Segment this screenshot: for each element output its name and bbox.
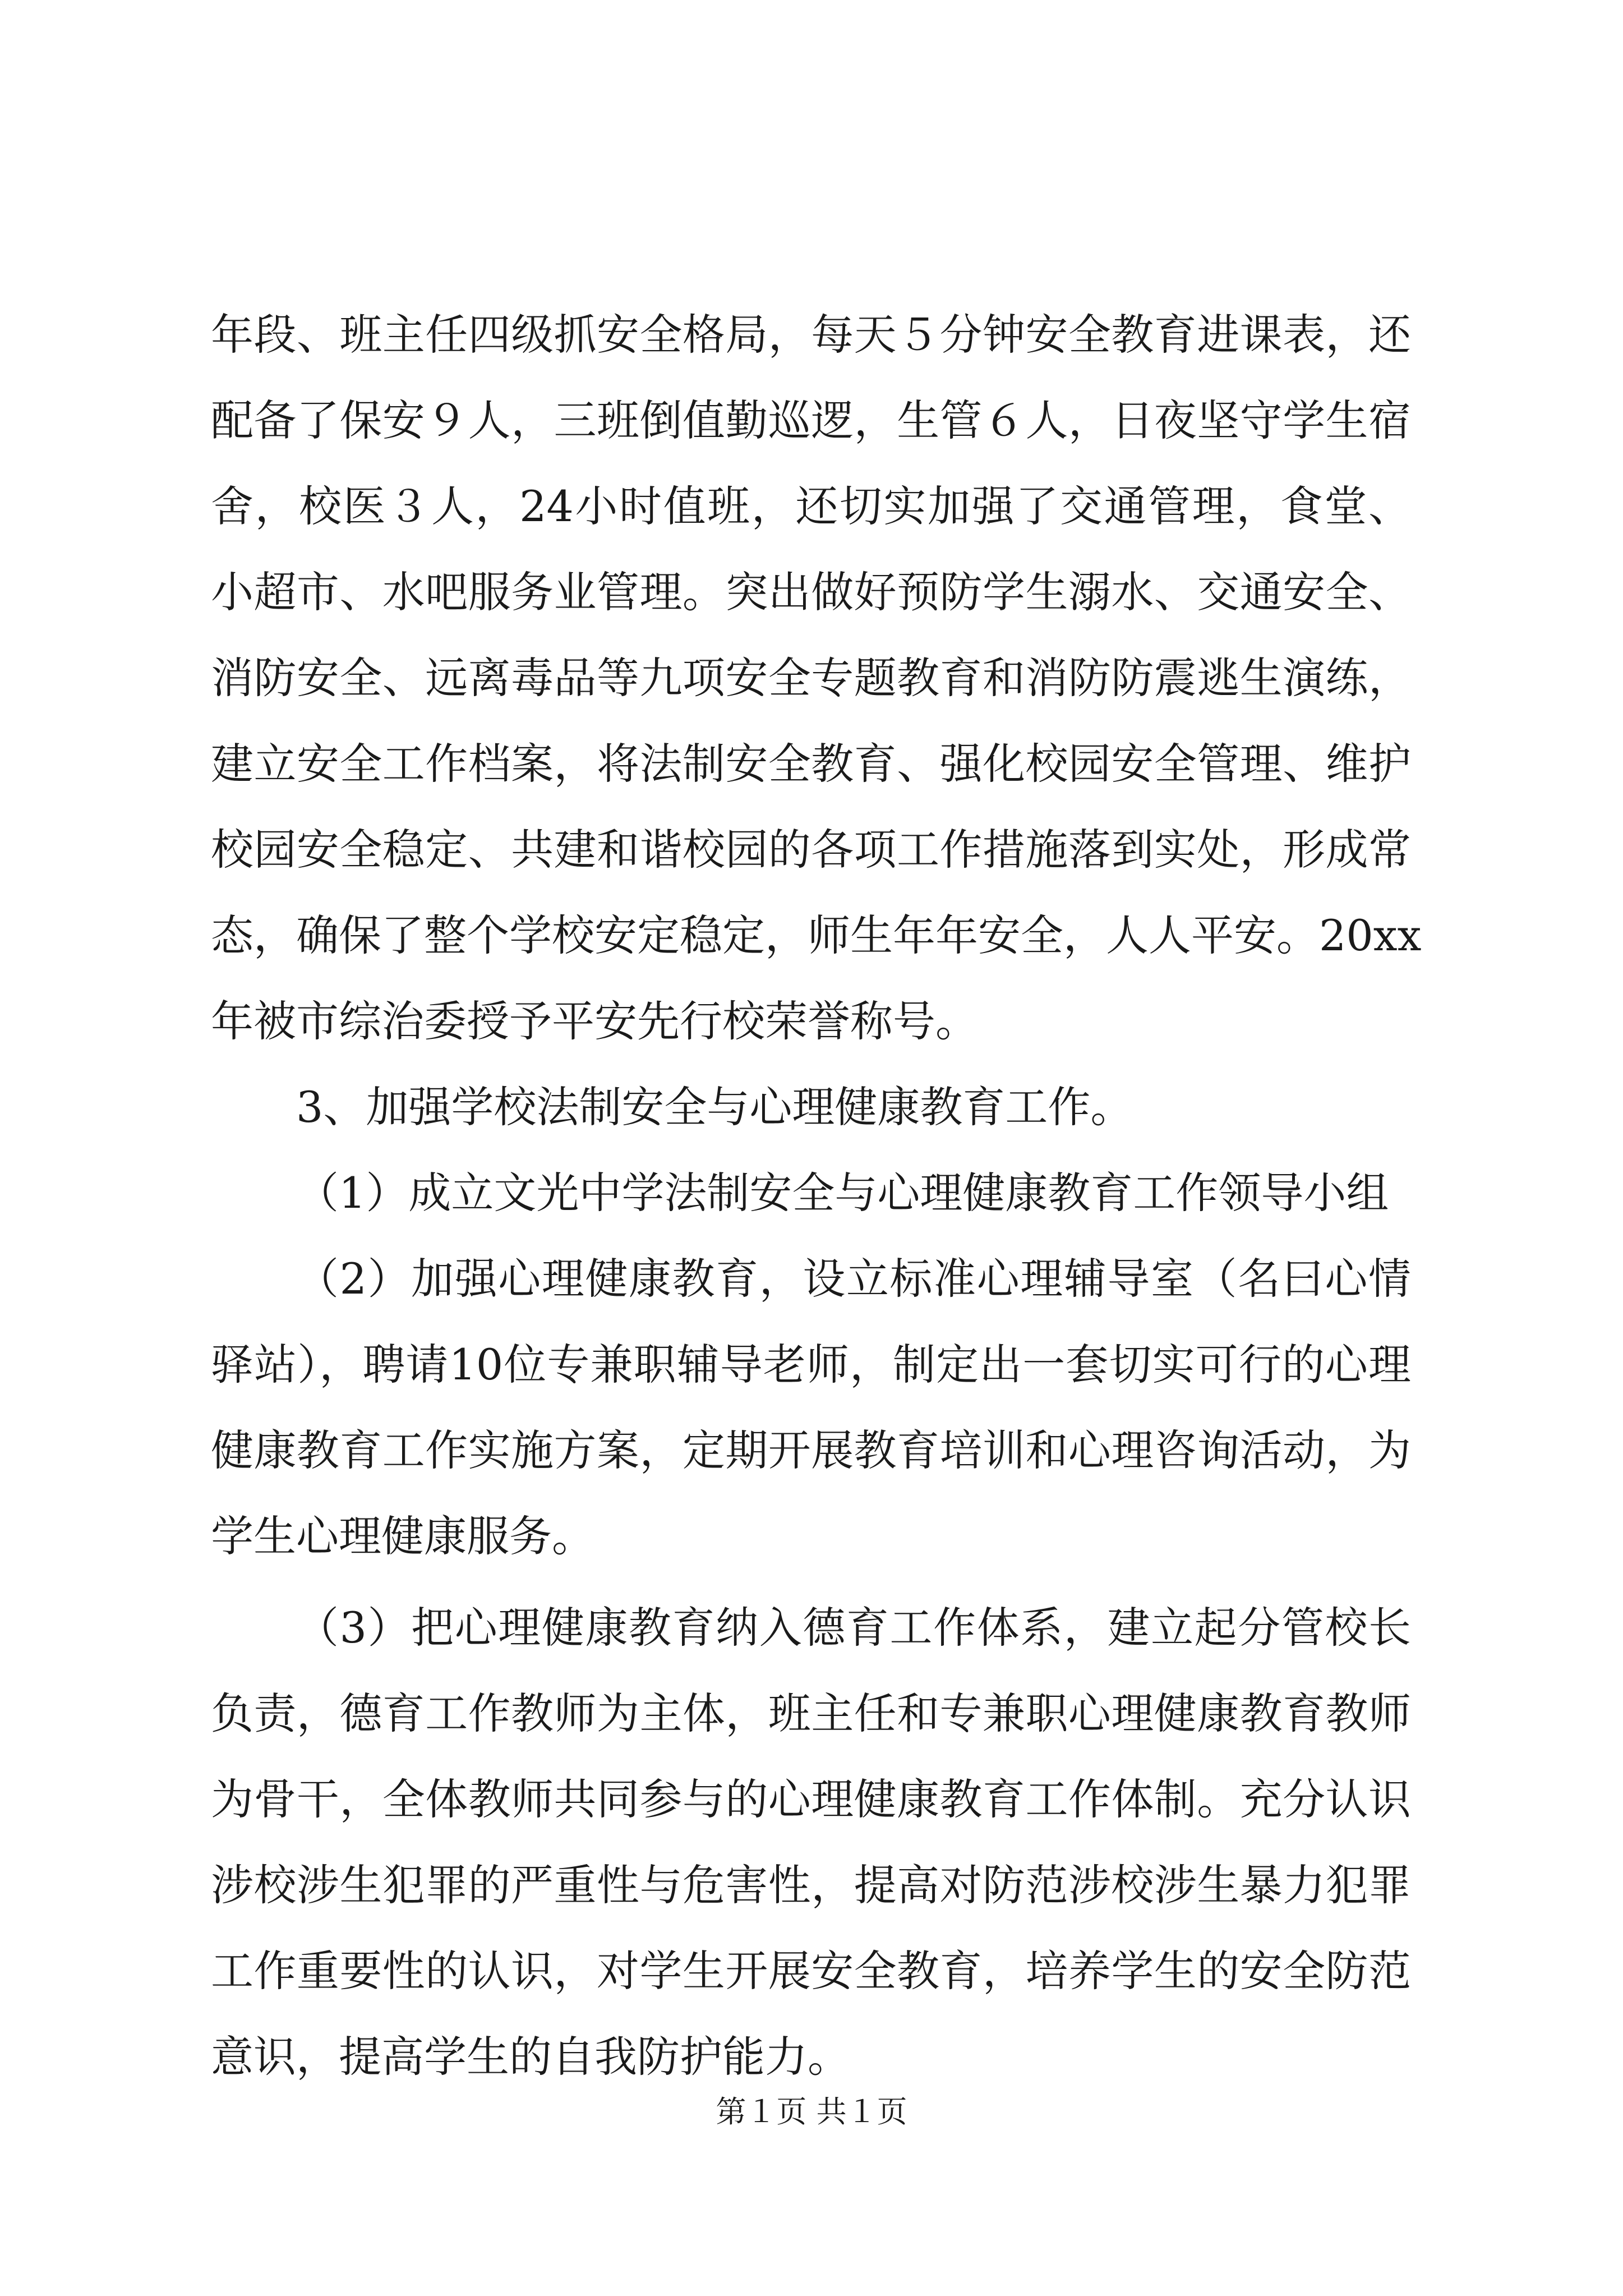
text-line: 小超市、水吧服务业管理。突出做好预防学生溺水、交通安全、 xyxy=(211,567,1411,617)
paragraph-safety-measures xyxy=(211,292,1422,1064)
text-line: 年被市综治委授予平安先行校荣誉称号。 xyxy=(211,996,978,1046)
page-footer: 第１页 共１页 xyxy=(716,2094,907,2129)
item-3 xyxy=(211,1585,1411,2100)
item-1 xyxy=(211,1150,1411,1236)
text-line: （1）成立文光中学法制安全与心理健康教育工作领导小组 xyxy=(296,1168,1389,1218)
text-line: 健康教育工作实施方案，定期开展教育培训和心理咨询活动，为 xyxy=(211,1425,1411,1475)
text-line: 负责，德育工作教师为主体，班主任和专兼职心理健康教育教师 xyxy=(211,1688,1411,1738)
text-line: 态，确保了整个学校安定稳定，师生年年安全，人人平安。20xx xyxy=(211,910,1422,960)
section-heading-3 xyxy=(211,1064,1411,1150)
text-line: 建立安全工作档案，将法制安全教育、强化校园安全管理、维护 xyxy=(211,739,1411,789)
text-line: 涉校涉生犯罪的严重性与危害性，提高对防范涉校涉生暴力犯罪 xyxy=(211,1860,1411,1910)
text-line: 消防安全、远离毒品等九项安全专题教育和消防防震逃生演练， xyxy=(211,653,1411,703)
text-line: （2）加强心理健康教育，设立标准心理辅导室（名曰心情 xyxy=(296,1254,1411,1304)
text-line: 驿站），聘请10位专兼职辅导老师，制定出一套切实可行的心理 xyxy=(211,1340,1411,1389)
item-2 xyxy=(211,1236,1411,1579)
text-line: 配备了保安９人，三班倒值勤巡逻，生管６人，日夜坚守学生宿 xyxy=(211,395,1411,445)
text-line: 意识，提高学生的自我防护能力。 xyxy=(211,2032,850,2082)
text-line: （3）把心理健康教育纳入德育工作体系，建立起分管校长 xyxy=(296,1603,1411,1653)
text-line: 年段、班主任四级抓安全格局，每天５分钟安全教育进课表，还 xyxy=(211,310,1411,360)
paragraph-gap xyxy=(211,1579,1411,1585)
text-line: 工作重要性的认识，对学生开展安全教育，培养学生的安全防范 xyxy=(211,1946,1411,1996)
document-body xyxy=(211,292,1422,2100)
text-line: 舍，校医３人，24小时值班，还切实加强了交通管理，食堂、 xyxy=(211,481,1411,531)
text-line: 校园安全稳定、共建和谐校园的各项工作措施落到实处，形成常 xyxy=(211,825,1411,875)
text-line: 为骨干，全体教师共同参与的心理健康教育工作体制。充分认识 xyxy=(211,1774,1411,1824)
text-line: 3、加强学校法制安全与心理健康教育工作。 xyxy=(296,1082,1133,1132)
text-line: 学生心理健康服务。 xyxy=(211,1511,594,1561)
